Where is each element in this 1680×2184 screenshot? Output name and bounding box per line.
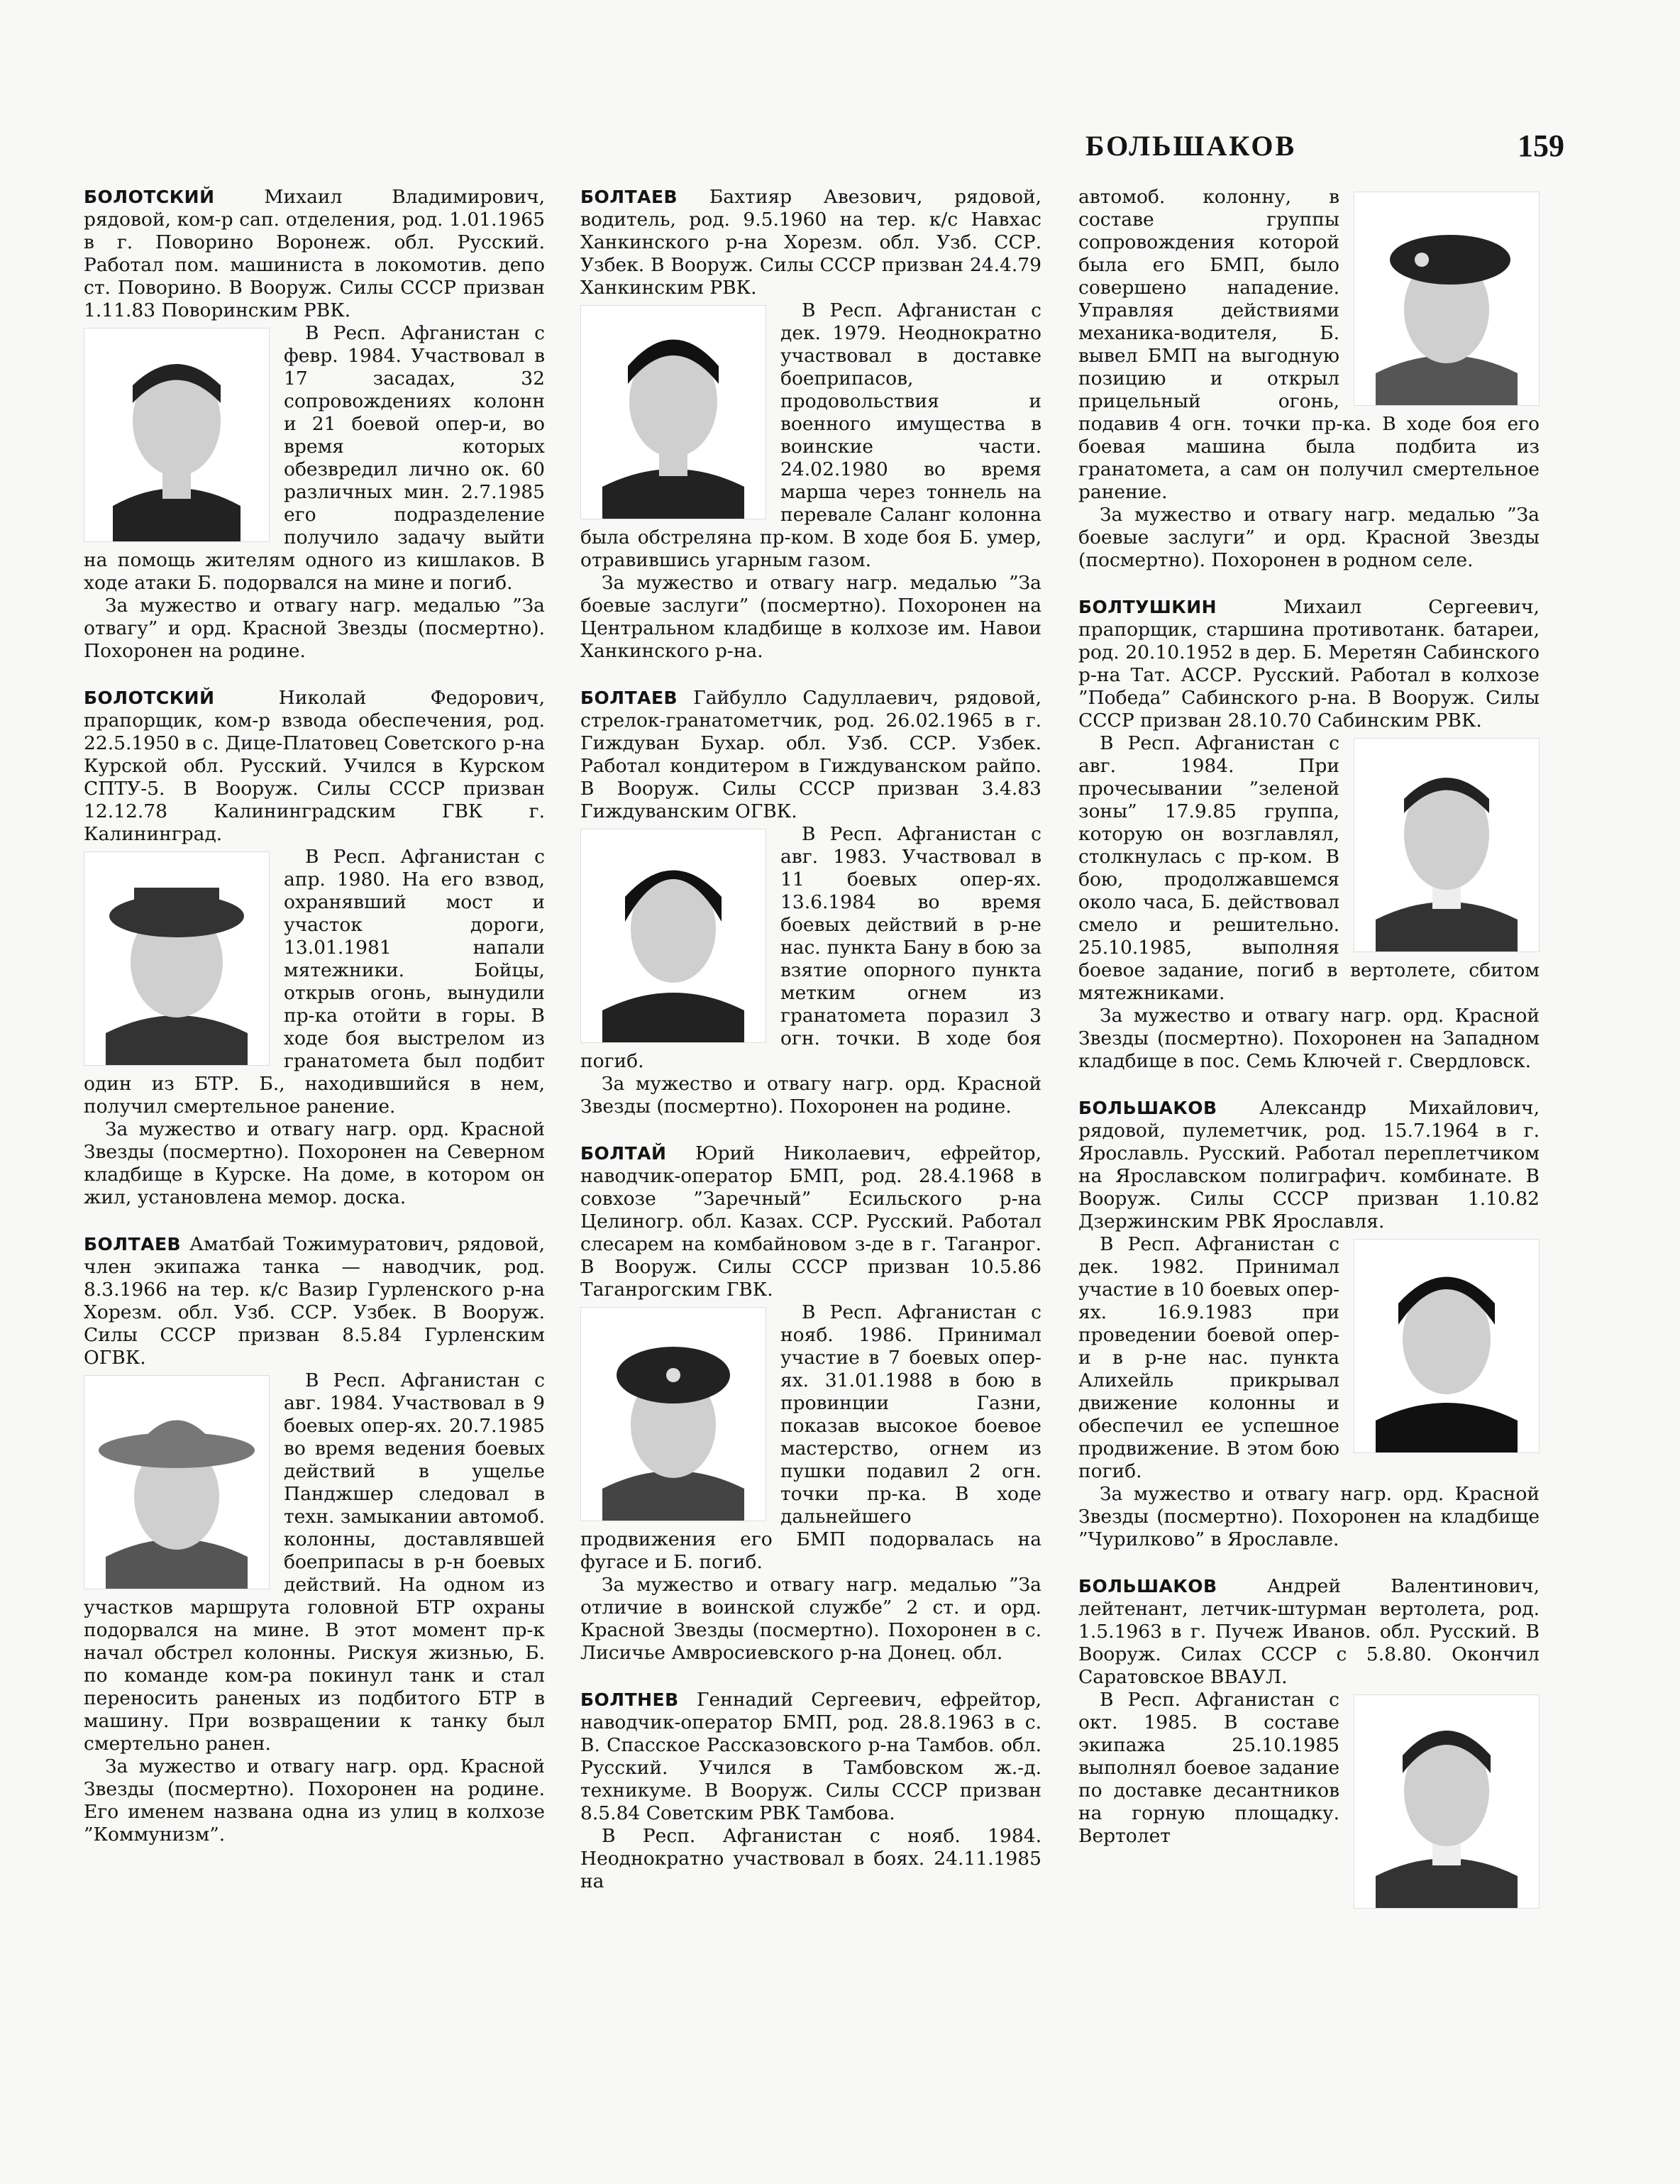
entry-bolshakov-andrei [1078, 1575, 1540, 1848]
entry-paragraph: В Респ. Афганистан с нояб. 1984. Неоднократно участвовал в боях. 24.11.1985 на [580, 1825, 1041, 1892]
entry-paragraph: В Респ. Афганистан с дек. 1982. Принимал участие в 10 боевых опер-ях. 16.9.1983 при проведении боевой опер-и в р-не нас. пункта Алихейль прикрывал движение колонны и обеспечил ее успешное продвижение. В этом бою погиб. [1078, 1233, 1339, 1482]
entry-boltushkin-mikhail [1078, 596, 1540, 1073]
entry-paragraph: В Респ. Афганистан с февр. 1984. Участвовал в 17 засадах, 32 сопровождениях колонн и 21 боевой опер-и, во время которых обезвредил лично ок. 60 различных мин. 2.7.1985 его подразделение получило задачу выйти на помощь жителям одного из кишлаков. В ходе атаки Б. подорвался на мине и погиб. [84, 322, 545, 594]
portrait-photo [1354, 1694, 1540, 1909]
entry-surname: БОЛЬШАКОВ [1078, 1098, 1217, 1118]
running-head-surname: БОЛЬШАКОВ [1085, 129, 1297, 162]
entry-surname: БОЛТАЕВ [580, 688, 678, 708]
entry-text: Гайбулло Садуллаевич, рядовой, стрелок-гранатометчик, род. 26.02.1965 в г. Гиждуван Бухар. обл. Узб. ССР. Узбек. Работал кондитером в Гиждуванском райпо. В Вооруж. Силы СССР призван 3.4.83 Гиждуванским ОГВК. [580, 687, 1041, 822]
entry-boltaev-bakhtiyar [580, 186, 1041, 663]
entry-bolotsky-mikhail [84, 186, 545, 663]
entry-paragraph: В Респ. Афганистан с авг. 1984. При прочесывании ”зеленой зоны” 17.9.85 группа, которую он возглавлял, столкнулась с пр-ком. В бою, продолжавшемся около часа, Б. действовал смело и решительно. 25.10.1985, выполняя боевое задание, погиб в вертолете, сбитом мятежниками. [1078, 732, 1540, 1004]
entry-boltnev-gennadiy [580, 1689, 1041, 1893]
entry-paragraph: За мужество и отвагу нагр. орд. Красной Звезды (посмертно). Похоронен на родине. [580, 1073, 1041, 1118]
entry-surname: БОЛОТСКИЙ [84, 187, 215, 207]
entry-boltaev-amatbai [84, 1233, 545, 1846]
portrait-photo [84, 1375, 270, 1589]
entry-text: Николай Федорович, прапорщик, ком-р взвода обеспечения, род. 22.5.1950 в с. Дице-Платовец Советского р-на Курской обл. Русский. Учился в Курском СПТУ-5. В Вооруж. Силы СССР призван 12.12.78 Калининградским ГВК г. Калининград. [84, 687, 545, 845]
portrait-photo [84, 851, 270, 1066]
entry-paragraph: В Респ. Афганистан с окт. 1985. В составе экипажа 25.10.1985 выполнял боевое задание по доставке десантников на горную площадку. Вертолет [1078, 1689, 1339, 1847]
entry-paragraph: За мужество и отвагу нагр. медалью ”За отличие в воинской службе” 2 ст. и орд. Красной Звезды (посмертно). Похоронен в с. Лисичье Амвросиевского р-на Донец. обл. [580, 1574, 1041, 1664]
entry-paragraph [84, 687, 545, 846]
entry-paragraph [84, 186, 545, 322]
portrait-photo [1354, 738, 1540, 952]
entry-paragraph: За мужество и отвагу нагр. орд. Красной Звезды (посмертно). Похоронен на родине. Его именем названа одна из улиц в колхозе ”Коммунизм”. [84, 1755, 545, 1846]
page-number: 159 [1518, 128, 1564, 163]
entry-paragraph: В Респ. Афганистан с апр. 1980. На его взвод, охранявший мост и участок дороги, 13.01.1981 напали мятежники. Бойцы, открыв огонь, вынудили пр-ка отойти в горы. В ходе боя выстрелом из гранатомета был подбит один из БТР. Б., находившийся в нем, получил смертельное ранение. [84, 846, 545, 1118]
entry-surname: БОЛТНЕВ [580, 1689, 679, 1710]
entry-bolotsky-nikolai [84, 687, 545, 1209]
entry-paragraph: В Респ. Афганистан с авг. 1984. Участвовал в 9 боевых опер-ях. 20.7.1985 во время ведения боевых действий в ущелье Панджшер следовал в техн. замыкании автомоб. колонны, доставлявшей боеприпасы в р-н боевых действий. На одном из участков маршрута головной БТР охраны подорвался на мине. В этот момент пр-к начал обстрел колонны. Рискуя жизнью, Б. по команде ком-ра покинул танк и стал переносить раненых из подбитого БТР в машину. При возвращении к танку был смертельно ранен. [84, 1369, 545, 1755]
column-1 [84, 186, 545, 1870]
entry-paragraph [84, 1233, 545, 1369]
entry-paragraph: За мужество и отвагу нагр. медалью ”За боевые заслуги” (посмертно). Похоронен на Центральном кладбище в колхозе им. Навои Ханкинского р-на. [580, 572, 1041, 662]
entry-paragraph: За мужество и отвагу нагр. медалью ”За отвагу” и орд. Красной Звезды (посмертно). Похоронен на родине. [84, 595, 545, 662]
portrait-photo [580, 1307, 766, 1521]
entry-text: Александр Михайлович, рядовой, пулеметчик, род. 15.7.1964 в г. Ярославль. Русский. Работал переплетчиком на Ярославском полиграфич. комбинате. В Вооруж. Силы СССР призван 1.10.82 Дзержинским РВК Ярославля. [1078, 1097, 1540, 1232]
entry-paragraph: автомоб. колонну, в составе группы сопровождения которой была его БМП, было совершено нападение. Управляя действиями механика-водителя, Б. вывел БМП на выгодную позицию и открыл прицельный огонь, подавив 4 огн. точки пр-ка. В ходе боя его боевая машина была подбита из гранатомета, а сам он получил смертельное ранение. [1078, 186, 1540, 503]
entry-paragraph: За мужество и отвагу нагр. орд. Красной Звезды (посмертно). Похоронен на Западном кладбище в пос. Семь Ключей г. Свердловск. [1078, 1005, 1540, 1072]
entry-surname: БОЛТУШКИН [1078, 597, 1217, 617]
entry-paragraph: В Респ. Афганистан с нояб. 1986. Принимал участие в 7 боевых опер-ях. 31.01.1988 в бою в провинции Газни, показав высокое боевое мастерство, огнем из пушки подавил 2 огн. точки пр-ка. В ходе дальнейшего продвижения его БМП подорвалась на фугасе и Б. погиб. [580, 1301, 1041, 1573]
entry-paragraph: В Респ. Афганистан с дек. 1979. Неоднократно участвовал в доставке боеприпасов, продовольствия и военного имущества в воинские части. 24.02.1980 во время марша через тоннель на перевале Саланг колонна была обстреляна пр-ком. В ходе боя Б. умер, отравившись угарным газом. [580, 299, 1041, 571]
entry-paragraph [1078, 1097, 1540, 1233]
entry-text: Андрей Валентинович, лейтенант, летчик-штурман вертолета, род. 1.5.1963 в г. Пучеж Иванов. обл. Русский. В Вооруж. Силах СССР с 5.8.80. Окончил Саратовское ВВАУЛ. [1078, 1575, 1540, 1688]
portrait-photo [580, 305, 766, 519]
entry-paragraph [580, 186, 1041, 299]
entry-boltnev-continued [1078, 186, 1540, 572]
entry-surname: БОЛТАЕВ [580, 187, 678, 207]
portrait-photo [580, 829, 766, 1043]
portrait-photo [84, 328, 270, 542]
entry-text: Аматбай Тожимуратович, рядовой, член экипажа танка — наводчик, род. 8.3.1966 на тер. к/с Вазир Гурленского р-на Хорезм. обл. Узб. ССР. Узбек. В Вооруж. Силы СССР призван 8.5.84 Гурленским ОГВК. [84, 1233, 545, 1369]
entry-paragraph [580, 1142, 1041, 1301]
entry-paragraph: За мужество и отвагу нагр. орд. Красной Звезды (посмертно). Похоронен на кладбище ”Чурилково” в Ярославле. [1078, 1483, 1540, 1550]
entry-surname: БОЛТАЕВ [84, 1234, 182, 1254]
running-head [1085, 121, 1564, 170]
entry-paragraph [580, 687, 1041, 823]
entry-boltai-yuri [580, 1142, 1041, 1665]
entry-paragraph: В Респ. Афганистан с авг. 1983. Участвовал в 11 боевых опер-ях. 13.6.1984 во время боевых действий в р-не нас. пункта Бану в бою за взятие опорного пункта метким огнем из гранатомета поразил 3 огн. точки. В ходе боя погиб. [580, 823, 1041, 1072]
column-3 [1078, 186, 1540, 1914]
entry-paragraph: За мужество и отвагу нагр. орд. Красной Звезды (посмертно). Похоронен на Северном кладбище в Курске. На доме, в котором он жил, установлена мемор. доска. [84, 1118, 545, 1208]
entry-paragraph [1078, 1575, 1540, 1689]
entry-text: Бахтияр Авезович, рядовой, водитель, род. 9.5.1960 на тер. к/с Навхас Ханкинского р-на Хорезм. обл. Узб. ССР. Узбек. В Вооруж. Силы СССР призван 24.4.79 Ханкинским РВК. [580, 186, 1041, 299]
entry-surname: БОЛОТСКИЙ [84, 688, 215, 708]
entry-text: Михаил Сергеевич, прапорщик, старшина противотанк. батареи, род. 20.10.1952 в дер. Б. Меретян Сабинского р-на Тат. АССР. Русский. Работал в колхозе ”Победа” Сабинского р-на. В Вооруж. Силы СССР призван 28.10.70 Сабинским РВК. [1078, 596, 1540, 732]
entry-paragraph [1078, 596, 1540, 732]
portrait-photo [1354, 1239, 1540, 1453]
entry-text: Михаил Владимирович, рядовой, ком-р сап. отделения, род. 1.01.1965 в г. Поворино Воронеж. обл. Русский. Работал пом. машиниста в локомотив. депо ст. Поворино. В Вооруж. Силы СССР призван 1.11.83 Поворинским РВК. [84, 186, 545, 321]
entry-surname: БОЛЬШАКОВ [1078, 1576, 1217, 1596]
entry-surname: БОЛТАЙ [580, 1143, 667, 1164]
entry-text: Геннадий Сергеевич, ефрейтор, наводчик-оператор БМП, род. 28.8.1963 в с. В. Спасское Рассказовского р-на Тамбов. обл. Русский. Учился в Тамбовском ж.-д. техникуме. В Вооруж. Силы СССР призван 8.5.84 Советским РВК Тамбова. [580, 1689, 1041, 1824]
portrait-photo [1354, 192, 1540, 406]
entry-paragraph: За мужество и отвагу нагр. медалью ”За боевые заслуги” и орд. Красной Звезды (посмертно). Похоронен в родном селе. [1078, 504, 1540, 571]
column-2 [580, 186, 1041, 1917]
entry-text: Юрий Николаевич, ефрейтор, наводчик-оператор БМП, род. 28.4.1968 в совхозе ”Заречный” Есильского р-на Целиногр. обл. Казах. ССР. Русский. Работал слесарем на комбайновом з-де в г. Таганрог. В Вооруж. Силы СССР призван 10.5.86 Таганрогским ГВК. [580, 1142, 1041, 1301]
entry-boltaev-gaibullo [580, 687, 1041, 1118]
entry-bolshakov-aleksandr [1078, 1097, 1540, 1551]
entry-paragraph [580, 1689, 1041, 1825]
